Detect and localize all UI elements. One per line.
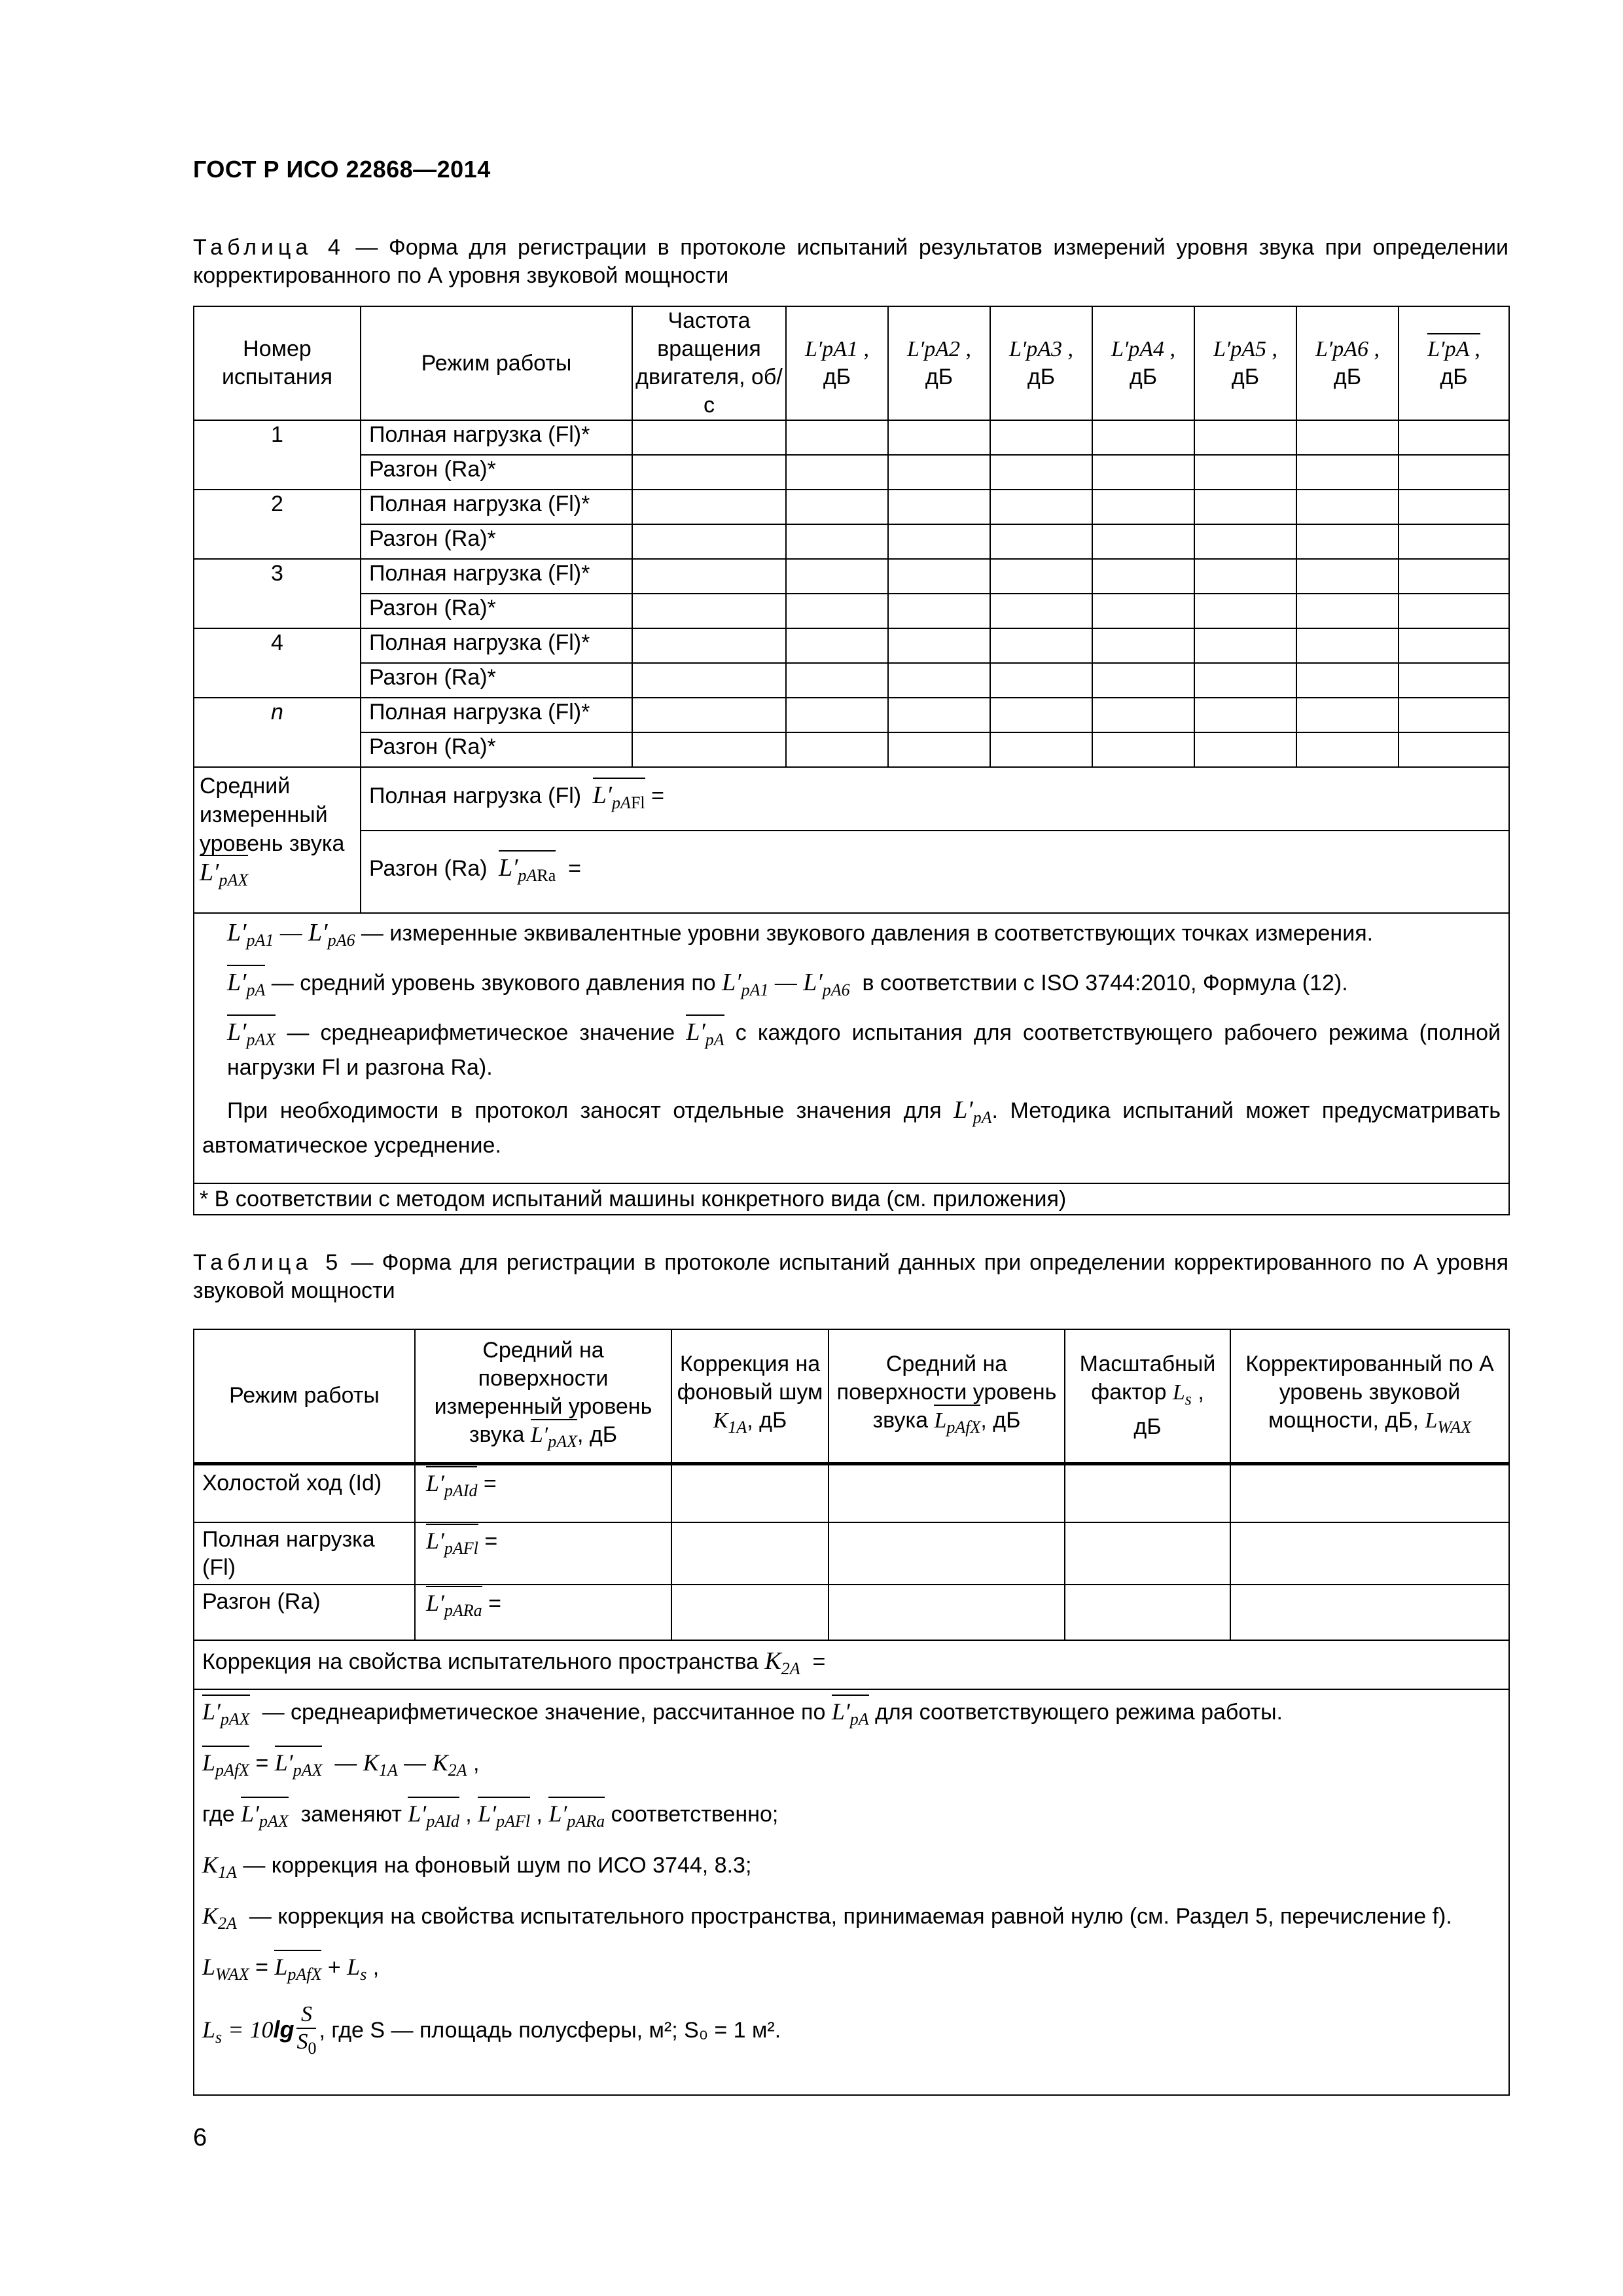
- mode-cell: Разгон (Ra)*: [361, 594, 632, 628]
- data-cell[interactable]: [1296, 455, 1399, 490]
- table5-notes: [194, 1689, 1509, 2095]
- data-cell[interactable]: [1399, 420, 1509, 455]
- data-cell[interactable]: [1296, 698, 1399, 732]
- data-cell[interactable]: [1065, 1463, 1230, 1522]
- data-cell[interactable]: [990, 524, 1092, 559]
- data-cell[interactable]: [671, 1522, 829, 1585]
- data-cell[interactable]: [1399, 698, 1509, 732]
- data-cell[interactable]: [786, 663, 888, 698]
- data-cell[interactable]: [888, 524, 990, 559]
- data-cell[interactable]: [786, 628, 888, 663]
- avg-ra-cell[interactable]: Разгон (Ra) $L'_{pARa}$ =: [361, 831, 1509, 913]
- test-number-cell: 3: [194, 559, 361, 628]
- data-cell[interactable]: [829, 1522, 1065, 1585]
- note-1: $L'_{pA1}$ — $L'_{pA6}$ — измеренные эквивалентные уровни звукового давления в соответствующих точках измерения.: [227, 919, 1374, 950]
- data-cell[interactable]: [888, 663, 990, 698]
- data-cell[interactable]: [632, 663, 786, 698]
- data-cell[interactable]: [632, 524, 786, 559]
- data-cell[interactable]: [786, 559, 888, 594]
- data-cell[interactable]: [1194, 698, 1296, 732]
- data-cell[interactable]: [1399, 594, 1509, 628]
- note-5: $K_{2A}$ — коррекция на свойства испытательного пространства, принимаемая равной нулю (см. Раздел 5, перечисление f).: [202, 1903, 1452, 1933]
- data-cell[interactable]: [1230, 1463, 1509, 1522]
- data-cell[interactable]: [1194, 455, 1296, 490]
- data-cell[interactable]: [786, 732, 888, 767]
- data-cell[interactable]: [1092, 594, 1194, 628]
- data-cell[interactable]: [990, 663, 1092, 698]
- data-cell[interactable]: [829, 1585, 1065, 1640]
- lpara-cell[interactable]: $L'_{pARa}$ =: [415, 1585, 671, 1640]
- data-cell[interactable]: [1092, 490, 1194, 524]
- col-lpa2: L′pA2 , дБ: [888, 306, 990, 420]
- col-scale-factor: Масштабный фактор $L_s$ , дБ: [1065, 1329, 1230, 1463]
- document-header: ГОСТ Р ИСО 22868—2014: [193, 156, 491, 183]
- data-cell[interactable]: [1399, 455, 1509, 490]
- note-4: При необходимости в протокол заносят отдельные значения для $L'_{pA}$. Методика испытаний может предусматривать автоматическое усреднение.: [202, 1096, 1501, 1158]
- table4-caption-text: — Форма для регистрации в протоколе испытаний результатов измерений уровня звука при определении корректированного по А уровня звуковой мощности: [193, 235, 1508, 288]
- data-cell[interactable]: [1296, 628, 1399, 663]
- mode-cell: Разгон (Ra)*: [361, 455, 632, 490]
- data-cell[interactable]: [888, 559, 990, 594]
- data-cell[interactable]: [786, 490, 888, 524]
- col-lpa4: L′pA4 , дБ: [1092, 306, 1194, 420]
- lpafl-cell[interactable]: $L'_{pAFl}$ =: [415, 1522, 671, 1585]
- col-avg-level: Средний на поверхности уровень звука $L_{pAfX}$, дБ: [829, 1329, 1065, 1463]
- col-mode: Режим работы: [361, 306, 632, 420]
- data-cell[interactable]: [888, 420, 990, 455]
- table5-caption: [193, 1249, 1508, 1305]
- data-cell[interactable]: [1296, 490, 1399, 524]
- note-3: где $L'_{pAX}$ заменяют $L'_{pAId}$ , $L'_{pAFl}$ , $L'_{pARa}$ соответственно;: [202, 1797, 1501, 1838]
- col-lpa6: L′pA6 , дБ: [1296, 306, 1399, 420]
- table4-notes: [194, 913, 1509, 1183]
- data-cell[interactable]: [990, 698, 1092, 732]
- data-cell[interactable]: [1092, 420, 1194, 455]
- data-cell[interactable]: [1194, 594, 1296, 628]
- data-cell[interactable]: [990, 732, 1092, 767]
- mode-cell: Холостой ход (Id): [194, 1463, 415, 1522]
- data-cell[interactable]: [1230, 1585, 1509, 1640]
- avg-fl-cell[interactable]: Полная нагрузка (Fl) $L'_{pAFl}$ =: [361, 767, 1509, 831]
- data-cell[interactable]: [1296, 420, 1399, 455]
- data-cell[interactable]: [888, 490, 990, 524]
- col-lpa1: L′pA1 , дБ: [786, 306, 888, 420]
- data-cell[interactable]: [1399, 490, 1509, 524]
- data-cell[interactable]: [1092, 524, 1194, 559]
- mode-cell: Полная нагрузка (Fl)*: [361, 698, 632, 732]
- data-cell[interactable]: [1399, 732, 1509, 767]
- data-cell[interactable]: [1065, 1585, 1230, 1640]
- data-cell[interactable]: [888, 628, 990, 663]
- table4-footnote: * В соответствии с методом испытаний машины конкретного вида (см. приложения): [194, 1183, 1509, 1215]
- data-cell[interactable]: [1194, 663, 1296, 698]
- data-cell[interactable]: [632, 559, 786, 594]
- data-cell[interactable]: [1194, 524, 1296, 559]
- data-cell[interactable]: [990, 420, 1092, 455]
- mode-cell: Полная нагрузка (Fl)*: [361, 490, 632, 524]
- data-cell[interactable]: [1194, 628, 1296, 663]
- data-cell[interactable]: [1092, 559, 1194, 594]
- data-cell[interactable]: [632, 455, 786, 490]
- data-cell[interactable]: [1296, 732, 1399, 767]
- data-cell[interactable]: [1399, 663, 1509, 698]
- data-cell[interactable]: [990, 594, 1092, 628]
- note-4: $K_{1A}$ — коррекция на фоновый шум по ИСО 3744, 8.3;: [202, 1852, 752, 1882]
- data-cell[interactable]: [786, 594, 888, 628]
- table5-caption-text: — Форма для регистрации в протоколе испытаний данных при определении корректированного по А уровня звуковой мощности: [193, 1250, 1509, 1303]
- mode-cell: Полная нагрузка (Fl)*: [361, 420, 632, 455]
- col-corrected-power: Корректированный по А уровень звуковой мощности, дБ, $L_{WAX}$: [1230, 1329, 1509, 1463]
- test-number-cell: n: [194, 698, 361, 767]
- mode-cell: Разгон (Ra)*: [361, 732, 632, 767]
- data-cell[interactable]: [1194, 490, 1296, 524]
- data-cell[interactable]: [1296, 594, 1399, 628]
- col-lpa-avg: L′pA , дБ: [1399, 306, 1509, 420]
- data-cell[interactable]: [1296, 524, 1399, 559]
- mode-cell: Полная нагрузка (Fl)*: [361, 628, 632, 663]
- avg-level-label: Средний измеренный уровень звука $L'_{pAX}$: [194, 767, 361, 913]
- data-cell[interactable]: [786, 420, 888, 455]
- table5-caption-label: Таблица 5: [193, 1250, 343, 1275]
- data-cell[interactable]: [632, 420, 786, 455]
- data-cell[interactable]: [671, 1585, 829, 1640]
- data-cell[interactable]: [786, 698, 888, 732]
- mode-cell: Разгон (Ra)*: [361, 663, 632, 698]
- data-cell[interactable]: [632, 732, 786, 767]
- col-avg-measured: Средний на поверхности измеренный уровень звука $L'_{pAX}$, дБ: [415, 1329, 671, 1463]
- k2-correction-row[interactable]: Коррекция на свойства испытательного пространства $K_{2A}$ =: [194, 1640, 1509, 1689]
- data-cell[interactable]: [632, 698, 786, 732]
- mode-cell: Полная нагрузка (Fl)*: [361, 559, 632, 594]
- data-cell[interactable]: [1092, 455, 1194, 490]
- table4-caption: [193, 234, 1508, 290]
- data-cell[interactable]: [888, 732, 990, 767]
- table4-caption-label: Таблица 4: [193, 235, 345, 260]
- data-cell[interactable]: [786, 455, 888, 490]
- data-cell[interactable]: [1092, 628, 1194, 663]
- note-formula-1: $L_{pAfX} = L'_{pAX}$ — $K_{1A}$ — $K_{2A}$ ,: [202, 1746, 1501, 1787]
- note-3: $L'_{pAX}$ — среднеарифметическое значение $L'_{pA}$ с каждого испытания для соответствующего рабочего режима (полной нагрузки Fl и разгона Ra).: [202, 1018, 1501, 1082]
- col-test-number: Номер испытания: [194, 306, 361, 420]
- data-cell[interactable]: [632, 594, 786, 628]
- mode-cell: Полная нагрузка (Fl): [194, 1522, 415, 1585]
- data-cell[interactable]: [671, 1463, 829, 1522]
- data-cell[interactable]: [1194, 559, 1296, 594]
- data-cell[interactable]: [990, 559, 1092, 594]
- data-cell[interactable]: [1399, 524, 1509, 559]
- page-number: 6: [193, 2124, 207, 2151]
- col-rpm: Частота вращения двигателя, об/с: [632, 306, 786, 420]
- data-cell[interactable]: [888, 455, 990, 490]
- note-formula-2: $L_{WAX} = L_{pAfX} + L_s$ ,: [202, 1950, 1501, 1991]
- note-2: $L'_{pA}$ — средний уровень звукового давления по $L'_{pA1}$ — $L'_{pA6}$ в соответствии с ISO 3744:2010, Формула (12).: [202, 969, 1501, 1004]
- col-k1-correction: Коррекция на фоновый шум $K_{1A}$, дБ: [671, 1329, 829, 1463]
- mode-cell: Разгон (Ra)*: [361, 524, 632, 559]
- data-cell[interactable]: [990, 455, 1092, 490]
- data-cell[interactable]: [1194, 732, 1296, 767]
- data-cell[interactable]: [1065, 1522, 1230, 1585]
- data-cell[interactable]: [1399, 559, 1509, 594]
- data-cell[interactable]: [829, 1463, 1065, 1522]
- data-cell[interactable]: [786, 524, 888, 559]
- test-number-cell: 2: [194, 490, 361, 559]
- test-number-cell: 1: [194, 420, 361, 490]
- data-cell[interactable]: [990, 628, 1092, 663]
- data-cell[interactable]: [1296, 559, 1399, 594]
- col-lpa3: L′pA3 , дБ: [990, 306, 1092, 420]
- table4: [193, 306, 1510, 1215]
- test-number-cell: 4: [194, 628, 361, 698]
- note-1: $L'_{pAX}$ — среднеарифметическое значение, рассчитанное по $L'_{pA}$ для соответствующего режима работы.: [202, 1695, 1501, 1736]
- data-cell[interactable]: [1092, 698, 1194, 732]
- data-cell[interactable]: [1296, 663, 1399, 698]
- lpaid-cell[interactable]: $L'_{pAId}$ =: [415, 1463, 671, 1522]
- table5: [193, 1329, 1510, 2096]
- data-cell[interactable]: [1092, 732, 1194, 767]
- data-cell[interactable]: [1194, 420, 1296, 455]
- col-lpa5: L′pA5 , дБ: [1194, 306, 1296, 420]
- note-formula-3: $L_s = 10\lg$ $\frac{S}{S_0}$ , где S — площадь полусферы, м²; S₀ = 1 м².: [202, 2002, 781, 2058]
- data-cell[interactable]: [990, 490, 1092, 524]
- data-cell[interactable]: [1092, 663, 1194, 698]
- data-cell[interactable]: [888, 594, 990, 628]
- mode-cell: Разгон (Ra): [194, 1585, 415, 1640]
- data-cell[interactable]: [888, 698, 990, 732]
- col-mode: Режим работы: [194, 1329, 415, 1463]
- data-cell[interactable]: [632, 628, 786, 663]
- data-cell[interactable]: [1230, 1522, 1509, 1585]
- data-cell[interactable]: [632, 490, 786, 524]
- data-cell[interactable]: [1399, 628, 1509, 663]
